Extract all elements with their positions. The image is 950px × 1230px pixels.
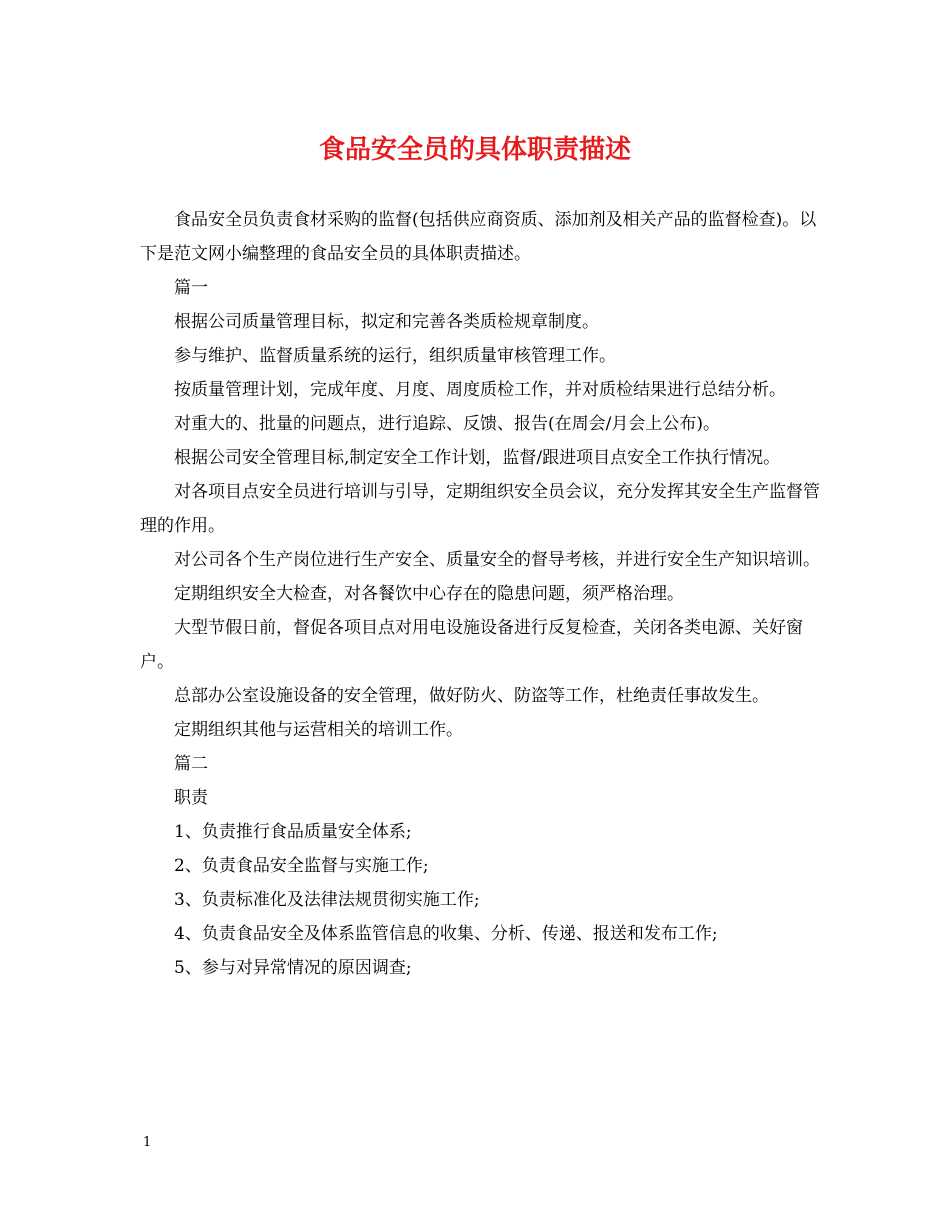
paragraph: 定期组织其他与运营相关的培训工作。 [174, 720, 463, 740]
paragraph-intro: 食品安全员负责食材采购的监督(包括供应商资质、添加剂及相关产品的监督检查)。以下是范文网小编整理的食品安全员的具体职责描述。 [140, 210, 817, 264]
paragraph: 对公司各个生产岗位进行生产安全、质量安全的督导考核，并进行安全生产知识培训。 [174, 550, 820, 570]
section-heading-part-1: 篇一 [174, 278, 208, 298]
paragraph: 参与维护、监督质量系统的运行，组织质量审核管理工作。 [174, 346, 616, 366]
document-title: 食品安全员的具体职责描述 [318, 135, 631, 165]
paragraph: 根据公司安全管理目标,制定安全工作计划，监督/跟进项目点安全工作执行情况。 [174, 448, 781, 468]
list-item: 4、负责食品安全及体系监管信息的收集、分析、传递、报送和发布工作; [174, 924, 718, 944]
paragraph: 定期组织安全大检查，对各餐饮中心存在的隐患问题，须严格治理。 [174, 584, 684, 604]
paragraph: 根据公司质量管理目标，拟定和完善各类质检规章制度。 [174, 312, 599, 332]
paragraph: 对各项目点安全员进行培训与引导，定期组织安全员会议，充分发挥其安全生产监督管理的作用。 [140, 482, 820, 536]
list-item: 3、负责标准化及法律法规贯彻实施工作; [174, 890, 480, 910]
list-item: 2、负责食品安全监督与实施工作; [174, 856, 429, 876]
page-number: 1 [143, 1135, 152, 1150]
section-heading-part-2: 篇二 [174, 754, 208, 774]
list-item: 1、负责推行食品质量安全体系; [174, 822, 412, 842]
document-body [140, 203, 825, 985]
list-item: 5、参与对异常情况的原因调查; [174, 958, 412, 978]
subsection-heading-duties: 职责 [174, 788, 208, 808]
paragraph: 对重大的、批量的问题点，进行追踪、反馈、报告(在周会/月会上公布)。 [174, 414, 720, 434]
paragraph: 总部办公室设施设备的安全管理，做好防火、防盗等工作，杜绝责任事故发生。 [174, 686, 769, 706]
paragraph: 按质量管理计划，完成年度、月度、周度质检工作，并对质检结果进行总结分析。 [174, 380, 786, 400]
paragraph: 大型节假日前，督促各项目点对用电设施设备进行反复检查，关闭各类电源、关好窗户。 [140, 618, 803, 672]
